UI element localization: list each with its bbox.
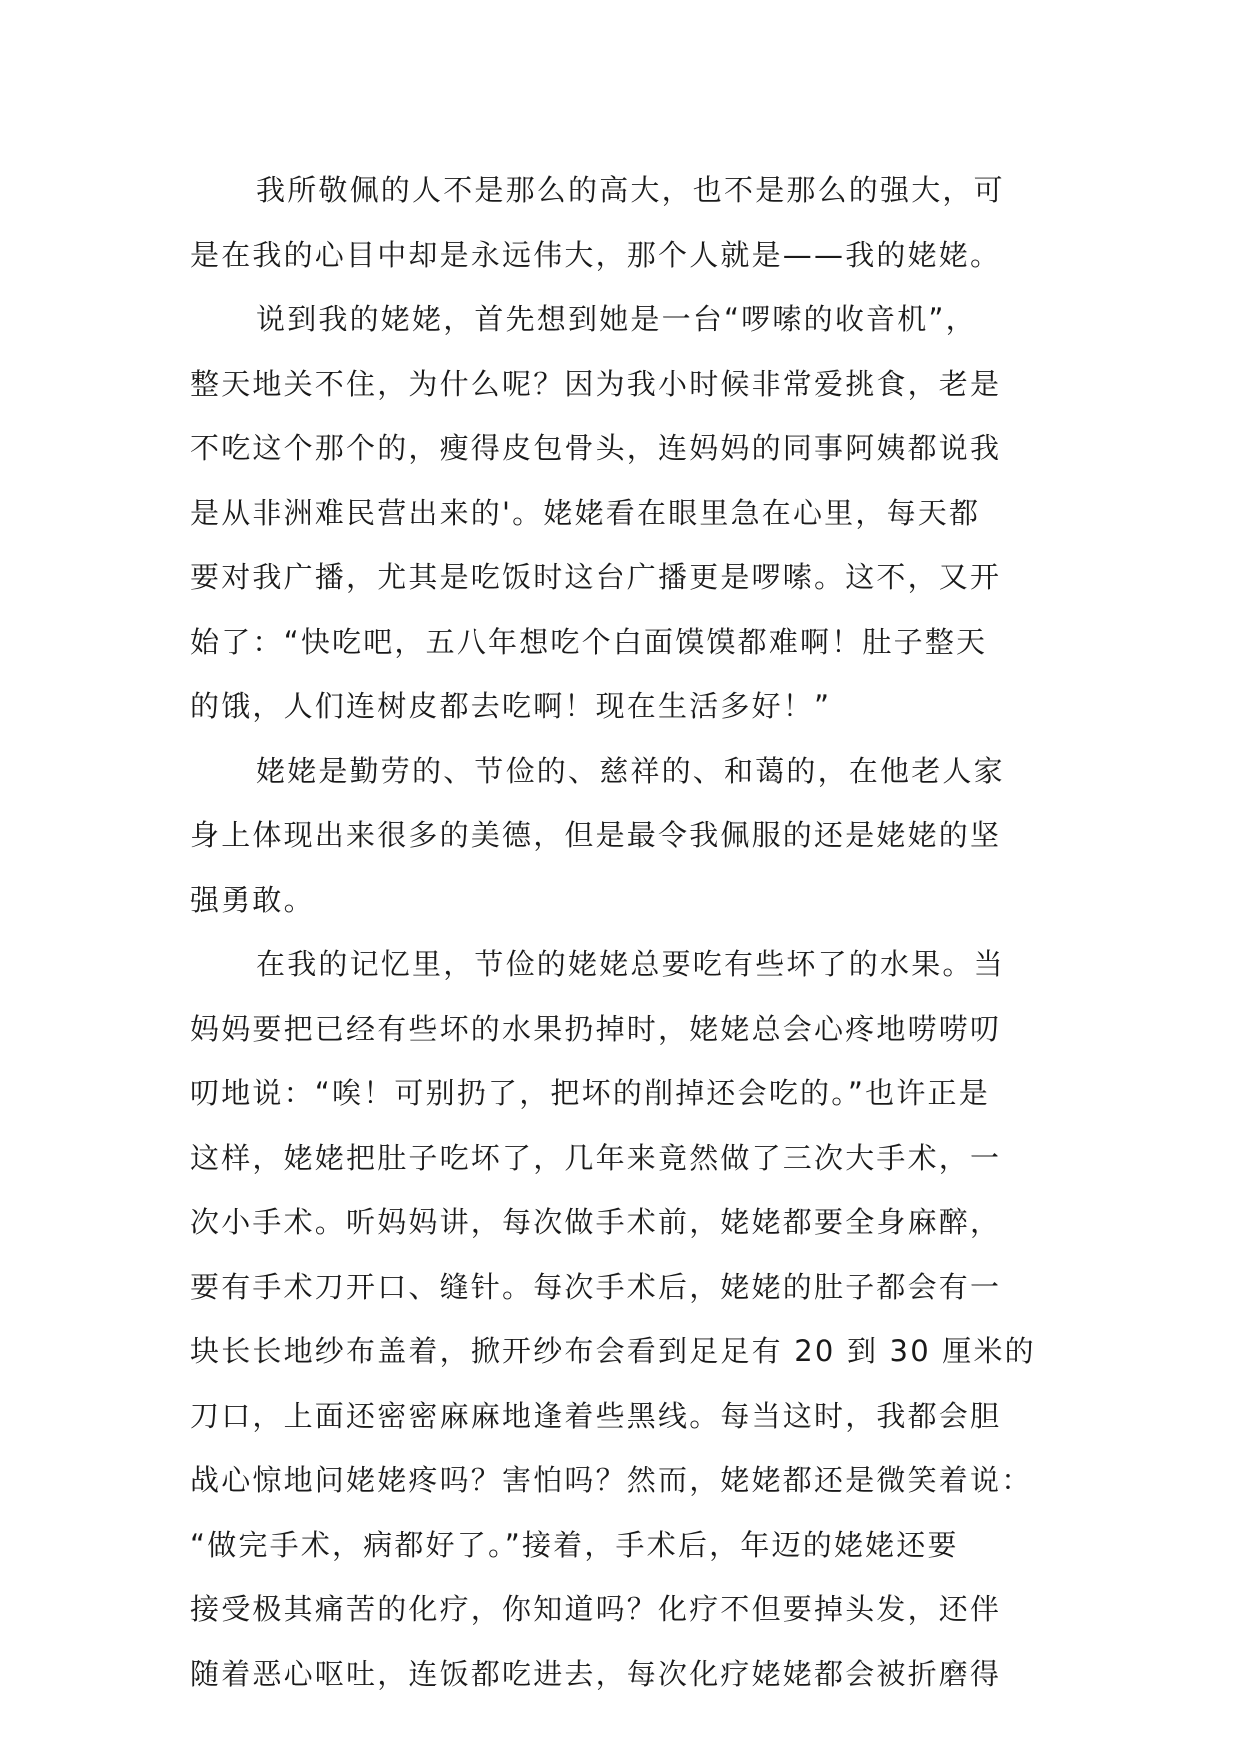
- text-line: 这样，姥姥把肚子吃坏了，几年来竟然做了三次大手术，一: [190, 1140, 1002, 1175]
- text-line: 要对我广播，尤其是吃饭时这台广播更是啰嗦。这不，又开: [190, 560, 1002, 594]
- text-line: 是从非洲难民营出来的'。姥姥看在眼里急在心里，每天都: [190, 495, 981, 530]
- text-line: 始了：“快吃吧，五八年想吃个白面馍馍都难啊！肚子整天: [190, 624, 988, 659]
- text-line: 叨地说：“唉！可别扔了，把坏的削掉还会吃的。”也许正是: [190, 1076, 990, 1110]
- text-line: 的饿，人们连树皮都去吃啊！现在生活多好！”: [190, 689, 832, 723]
- paragraph-first-line: 姥姥是勤劳的、节俭的、慈祥的、和蔼的，在他老人家: [256, 753, 1005, 788]
- text-line: 战心惊地问姥姥疼吗？害怕吗？然而，姥姥都还是微笑着说：: [190, 1463, 1033, 1497]
- text-line: 块长长地纱布盖着，掀开纱布会看到足足有 20 到 30 厘米的: [190, 1334, 1036, 1368]
- paragraph-first-line: 我所敬佩的人不是那么的高大，也不是那么的强大，可: [256, 173, 1005, 207]
- text-line: 妈妈要把已经有些坏的水果扔掉时，姥姥总会心疼地唠唠叨: [190, 1011, 1002, 1046]
- paragraph-first-line: 在我的记忆里，节俭的姥姥总要吃有些坏了的水果。当: [256, 947, 1005, 981]
- text-line: 是在我的心目中却是永远伟大，那个人就是——我的姥姥。: [190, 237, 1002, 272]
- text-line: “做完手术，病都好了。”接着，手术后，年迈的姥姥还要: [190, 1527, 959, 1562]
- text-line: 身上体现出来很多的美德，但是最令我佩服的还是姥姥的坚: [190, 818, 1002, 852]
- text-line: 强勇敢。: [190, 882, 315, 917]
- paragraph-first-line: 说到我的姥姥，首先想到她是一台“啰嗦的收音机”，: [256, 302, 977, 336]
- text-line: 随着恶心呕吐，连饭都吃进去，每次化疗姥姥都会被折磨得: [190, 1656, 1002, 1691]
- essay-body: [190, 158, 1070, 1706]
- text-line: 刀口，上面还密密麻麻地逢着些黑线。每当这时，我都会胆: [190, 1398, 1002, 1433]
- text-line: 要有手术刀开口、缝针。每次手术后，姥姥的肚子都会有一: [190, 1269, 1002, 1304]
- text-line: 整天地关不住，为什么呢？因为我小时候非常爱挑食，老是: [190, 366, 1002, 401]
- text-line: 接受极其痛苦的化疗，你知道吗？化疗不但要掉头发，还伴: [190, 1592, 1002, 1626]
- text-line: 次小手术。听妈妈讲，每次做手术前，姥姥都要全身麻醉，: [190, 1205, 1002, 1239]
- text-line: 不吃这个那个的，瘦得皮包骨头，连妈妈的同事阿姨都说我: [190, 431, 1002, 465]
